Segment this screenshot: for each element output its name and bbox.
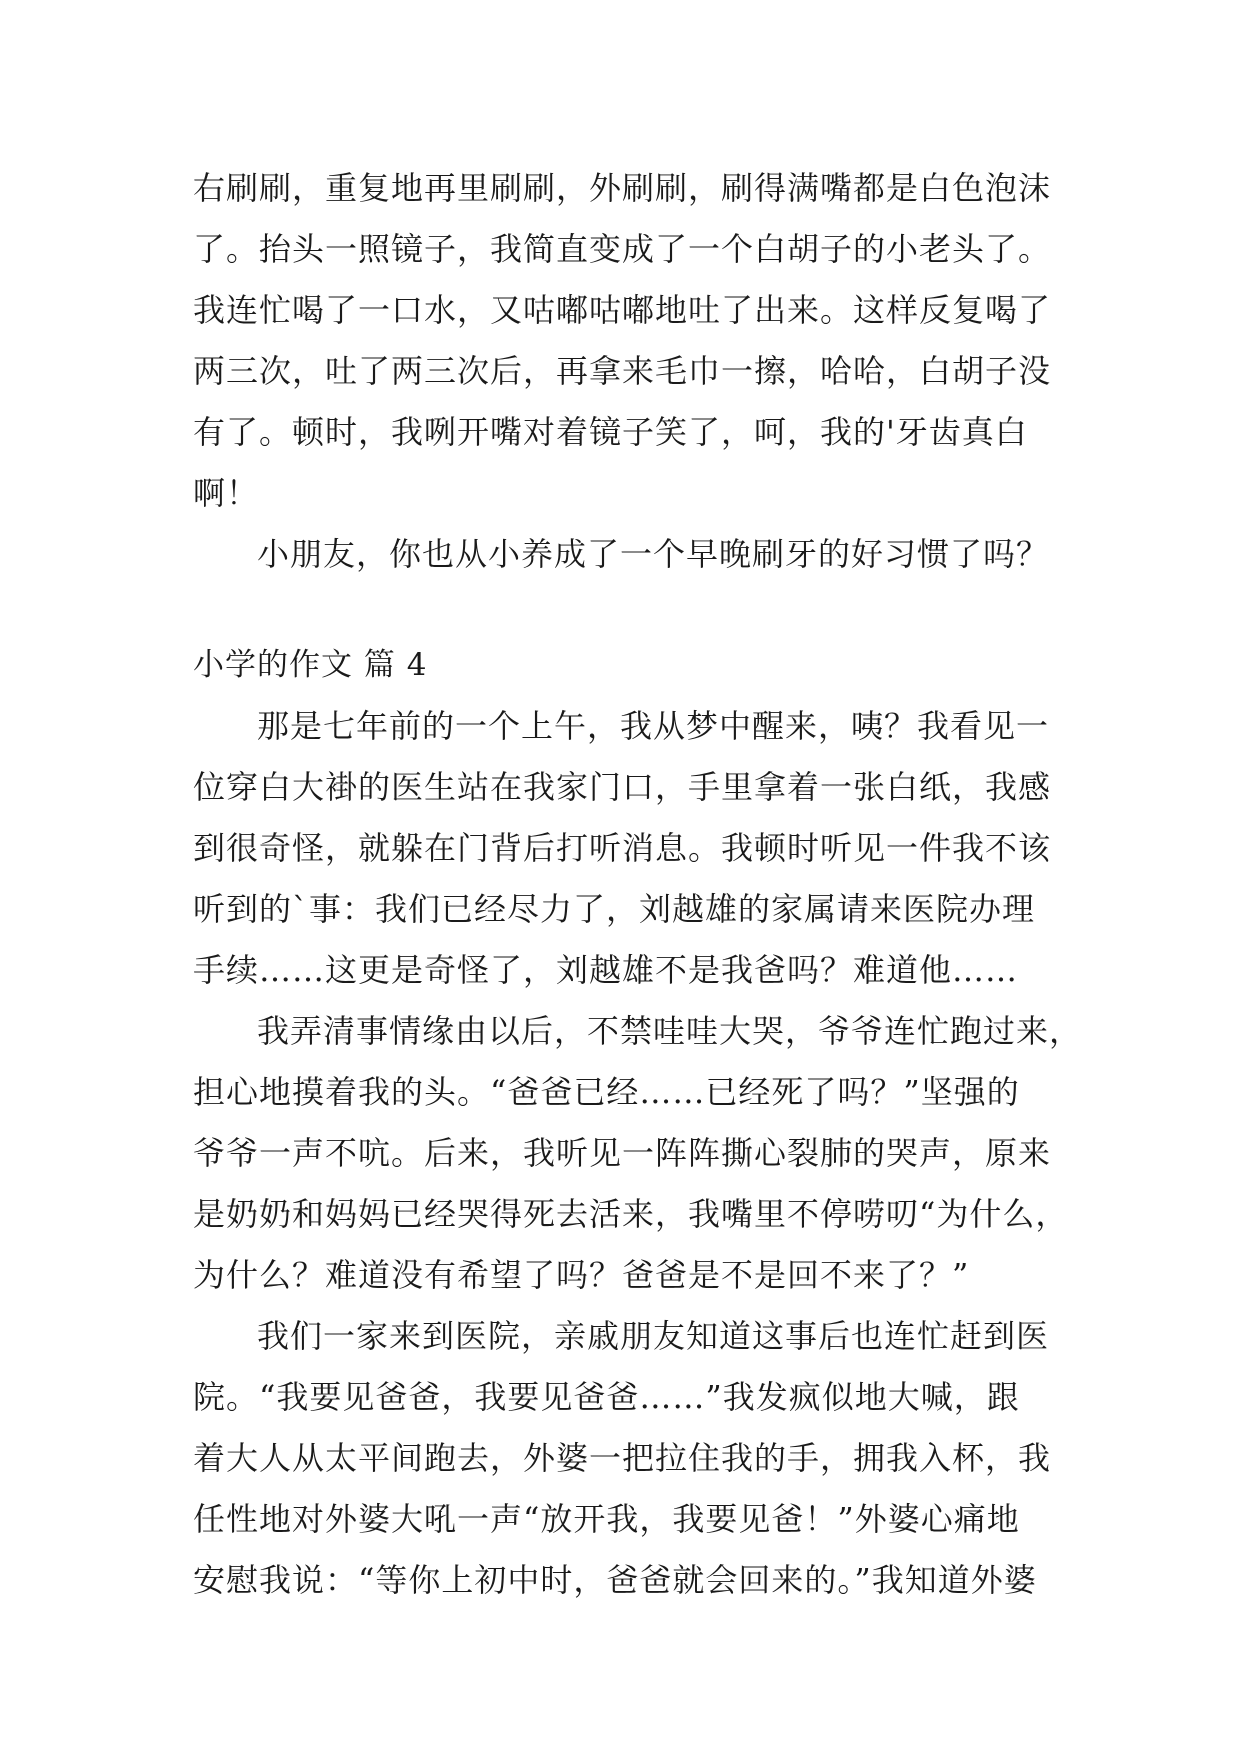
text-line: 了。抬头一照镜子，我简直变成了一个白胡子的小老头了。 (193, 230, 1052, 268)
text-line: 有了。顿时，我咧开嘴对着镜子笑了，呵，我的'牙齿真白 (193, 413, 1028, 451)
text-line: 那是七年前的一个上午，我从梦中醒来，咦？我看见一 (257, 707, 1050, 745)
text-line: 小朋友，你也从小养成了一个早晚刷牙的好习惯了吗？ (257, 535, 1050, 573)
paragraph-5 (193, 1306, 1063, 1611)
text-line: 我弄清事情缘由以后，不禁哇哇大哭，爷爷连忙跑过来， (257, 1012, 1083, 1050)
paragraph-4 (193, 1001, 1083, 1306)
text-line: 我们一家来到医院，亲戚朋友知道这事后也连忙赶到医 (257, 1317, 1050, 1355)
section-heading: 小学的作文 篇 4 (193, 647, 428, 683)
paragraph-1 (193, 158, 1063, 524)
text-line: 着大人从太平间跑去，外婆一把拉住我的手，拥我入杯，我 (193, 1439, 1052, 1477)
text-line: 是奶奶和妈妈已经哭得死去活来，我嘴里不停唠叨“为什么， (193, 1195, 1069, 1233)
section-spacer (193, 585, 1063, 635)
text-line: 到很奇怪，就躲在门背后打听消息。我顿时听见一件我不该 (193, 829, 1052, 867)
paragraph-2 (193, 524, 1063, 585)
text-line: 担心地摸着我的头。“爸爸已经……已经死了吗？”坚强的 (193, 1073, 1020, 1111)
text-line: 为什么？难道没有希望了吗？爸爸是不是回不来了？” (193, 1256, 970, 1294)
text-line: 两三次，吐了两三次后，再拿来毛巾一擦，哈哈，白胡子没 (193, 352, 1052, 390)
text-line: 手续……这更是奇怪了，刘越雄不是我爸吗？难道他…… (193, 951, 1019, 989)
text-line: 位穿白大褂的医生站在我家门口，手里拿着一张白纸，我感 (193, 768, 1052, 806)
document-body (193, 158, 1083, 1611)
text-line: 任性地对外婆大吼一声“放开我，我要见爸！”外婆心痛地 (193, 1500, 1020, 1538)
text-line: 院。“我要见爸爸，我要见爸爸……”我发疯似地大喊，跟 (193, 1378, 1020, 1416)
paragraph-3 (193, 696, 1063, 1001)
text-line: 右刷刷，重复地再里刷刷，外刷刷，刷得满嘴都是白色泡沫 (193, 169, 1052, 207)
text-line: 我连忙喝了一口水，又咕嘟咕嘟地吐了出来。这样反复喝了 (193, 291, 1052, 329)
text-line: 啊！ (193, 474, 260, 512)
text-line: 听到的`事：我们已经尽力了，刘越雄的家属请来医院办理 (193, 890, 1036, 928)
text-line: 安慰我说：“等你上初中时，爸爸就会回来的。”我知道外婆 (193, 1561, 1037, 1599)
text-line: 爷爷一声不吭。后来，我听见一阵阵撕心裂肺的哭声，原来 (193, 1134, 1052, 1172)
